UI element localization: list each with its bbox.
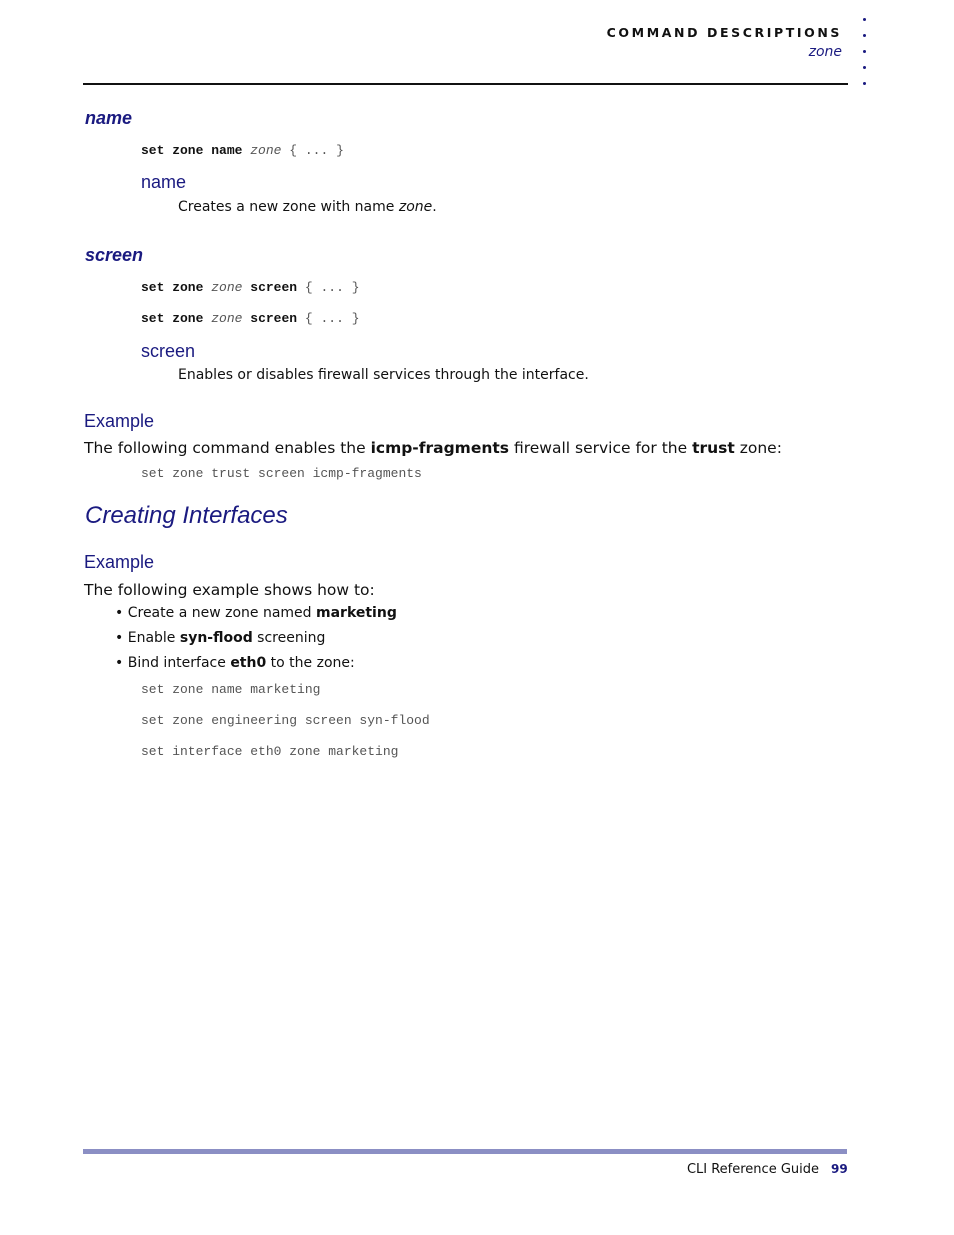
param-desc-screen: Enables or disables firewall services through the interface. [178, 367, 589, 383]
example-code-line: set zone name marketing [141, 682, 321, 697]
bullet-item: • Enable syn-flood screening [115, 630, 326, 646]
example-code-line: set interface eth0 zone marketing [141, 744, 399, 759]
footer-page-number: 99 [831, 1162, 848, 1176]
footer-guide-title: CLI Reference Guide [686, 1162, 819, 1177]
footer-rule [83, 1149, 847, 1154]
running-header-title: COMMAND DESCRIPTIONS [606, 25, 842, 40]
param-desc-name: Creates a new zone with name zone. [178, 199, 437, 215]
example-intro-2: The following example shows how to: [84, 581, 375, 599]
syntax-screen-1: set zone zone screen { ... } [141, 280, 360, 295]
example-code-1: set zone trust screen icmp-fragments [141, 466, 422, 481]
syntax-screen-2: set zone zone screen { ... } [141, 311, 360, 326]
running-header-subtitle: zone [808, 44, 842, 60]
example-heading-1: Example [84, 411, 155, 431]
header-rule [83, 83, 848, 85]
param-label-name: name [141, 172, 187, 192]
example-text-1: The following command enables the icmp-fragments firewall service for the trust zone: [84, 439, 782, 457]
example-code-line: set zone engineering screen syn-flood [141, 713, 430, 728]
syntax-name: set zone name zone { ... } [141, 143, 344, 158]
header-dots-decoration [863, 18, 871, 98]
bullet-item: • Bind interface eth0 to the zone: [115, 655, 355, 671]
section-heading-name: name [85, 108, 133, 128]
example-heading-2: Example [84, 552, 155, 572]
param-label-screen: screen [141, 341, 196, 361]
bullet-item: • Create a new zone named marketing [115, 605, 397, 621]
section-heading-screen: screen [85, 245, 144, 265]
section-heading-creating-interfaces: Creating Interfaces [85, 502, 288, 529]
